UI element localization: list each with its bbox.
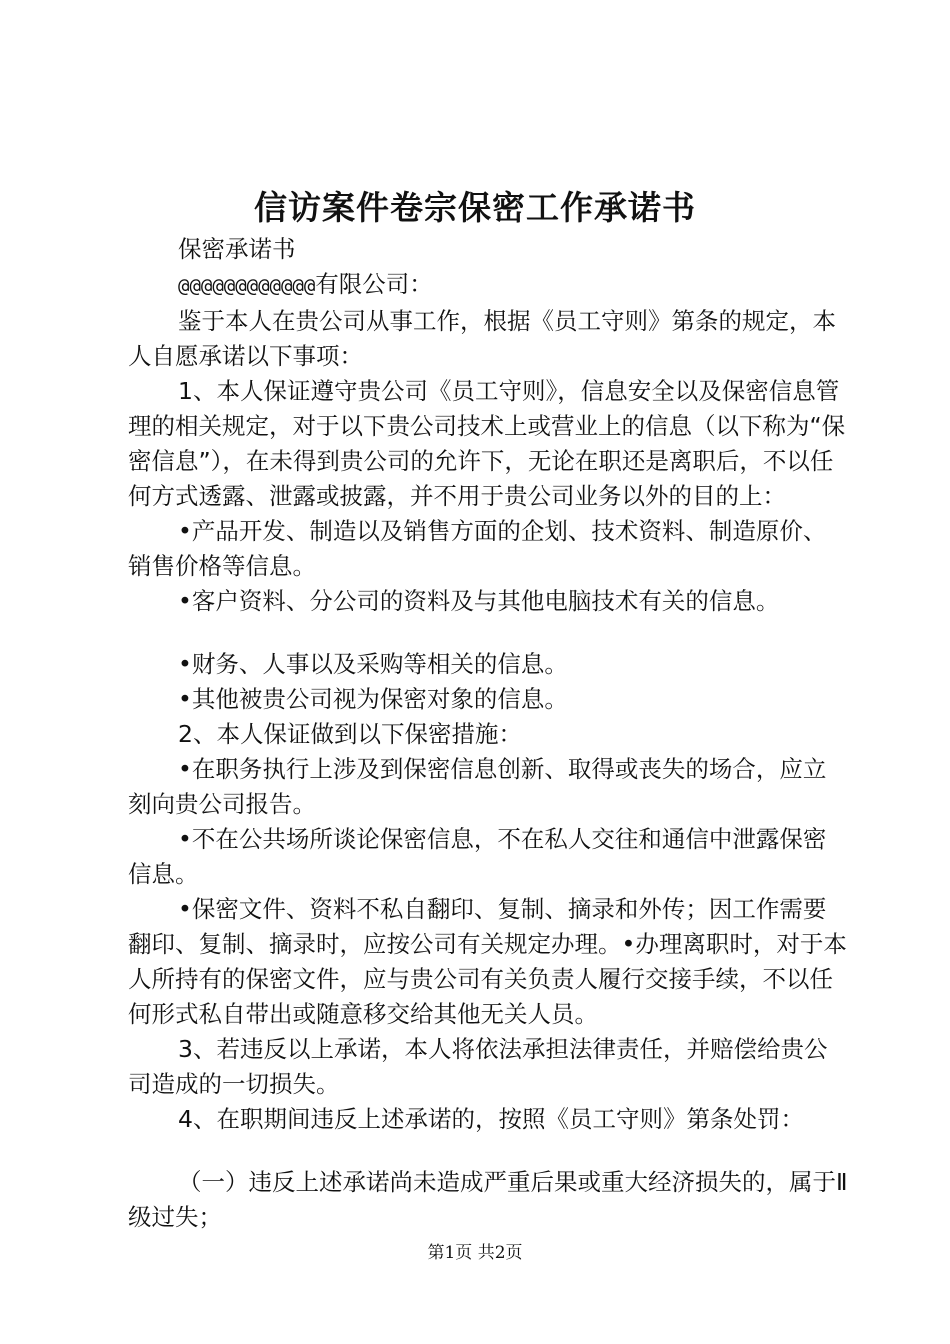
paragraph-item-1: 1、本人保证遵守贵公司《员工守则》，信息安全以及保密信息管理的相关规定，对于以下贵公司技术上或营业上的信息（以下称为“保密信息”），在未得到贵公司的允许下，无论在职还是离职后，不以任何方式透露、泄露或披露，并不用于贵公司业务以外的目的上： [128,377,846,510]
document-body [128,232,848,1235]
bullet-finance-info: •财务、人事以及采购等相关的信息。 [178,650,568,678]
bullet-documents: •保密文件、资料不私自翻印、复制、摘录和外传；因工作需要翻印、复制、摘录时，应按公司有关规定办理。•办理离职时，对于本人所持有的保密文件，应与贵公司有关负责人履行交接手续，不以任何形式私自带出或随意移交给其他无关人员。 [128,895,847,1028]
bullet-product-info: •产品开发、制造以及销售方面的企划、技术资料、制造原价、销售价格等信息。 [128,517,827,580]
bullet-customer-info: •客户资料、分公司的资料及与其他电脑技术有关的信息。 [178,587,780,615]
recipient-suffix: 有限公司： [315,270,433,298]
bullet-report: •在职务执行上涉及到保密信息创新、取得或丧失的场合，应立刻向贵公司报告。 [128,755,827,818]
document-subtitle: 保密承诺书 [178,235,296,263]
paragraph-item-4: 4、在职期间违反上述承诺的，按照《员工守则》第条处罚： [178,1105,804,1133]
paragraph-intro: 鉴于本人在贵公司从事工作，根据《员工守则》第条的规定，本人自愿承诺以下事项： [128,307,836,370]
paragraph-clause-1: （一）违反上述承诺尚未造成严重后果或重大经济损失的，属于Ⅱ级过失； [128,1168,848,1231]
recipient-line [128,267,848,304]
recipient-mask: @@@@@@@@@@@@ [178,275,316,297]
bullet-other-info: •其他被贵公司视为保密对象的信息。 [178,685,568,713]
page-footer: 第1页 共2页 [427,1243,523,1263]
paragraph-item-2: 2、本人保证做到以下保密措施： [178,720,522,748]
document-title: 信访案件卷宗保密工作承诺书 [254,188,696,227]
bullet-no-disclosure: •不在公共场所谈论保密信息，不在私人交往和通信中泄露保密信息。 [128,825,827,888]
paragraph-item-3: 3、若违反以上承诺，本人将依法承担法律责任，并赔偿给贵公司造成的一切损失。 [128,1035,828,1098]
